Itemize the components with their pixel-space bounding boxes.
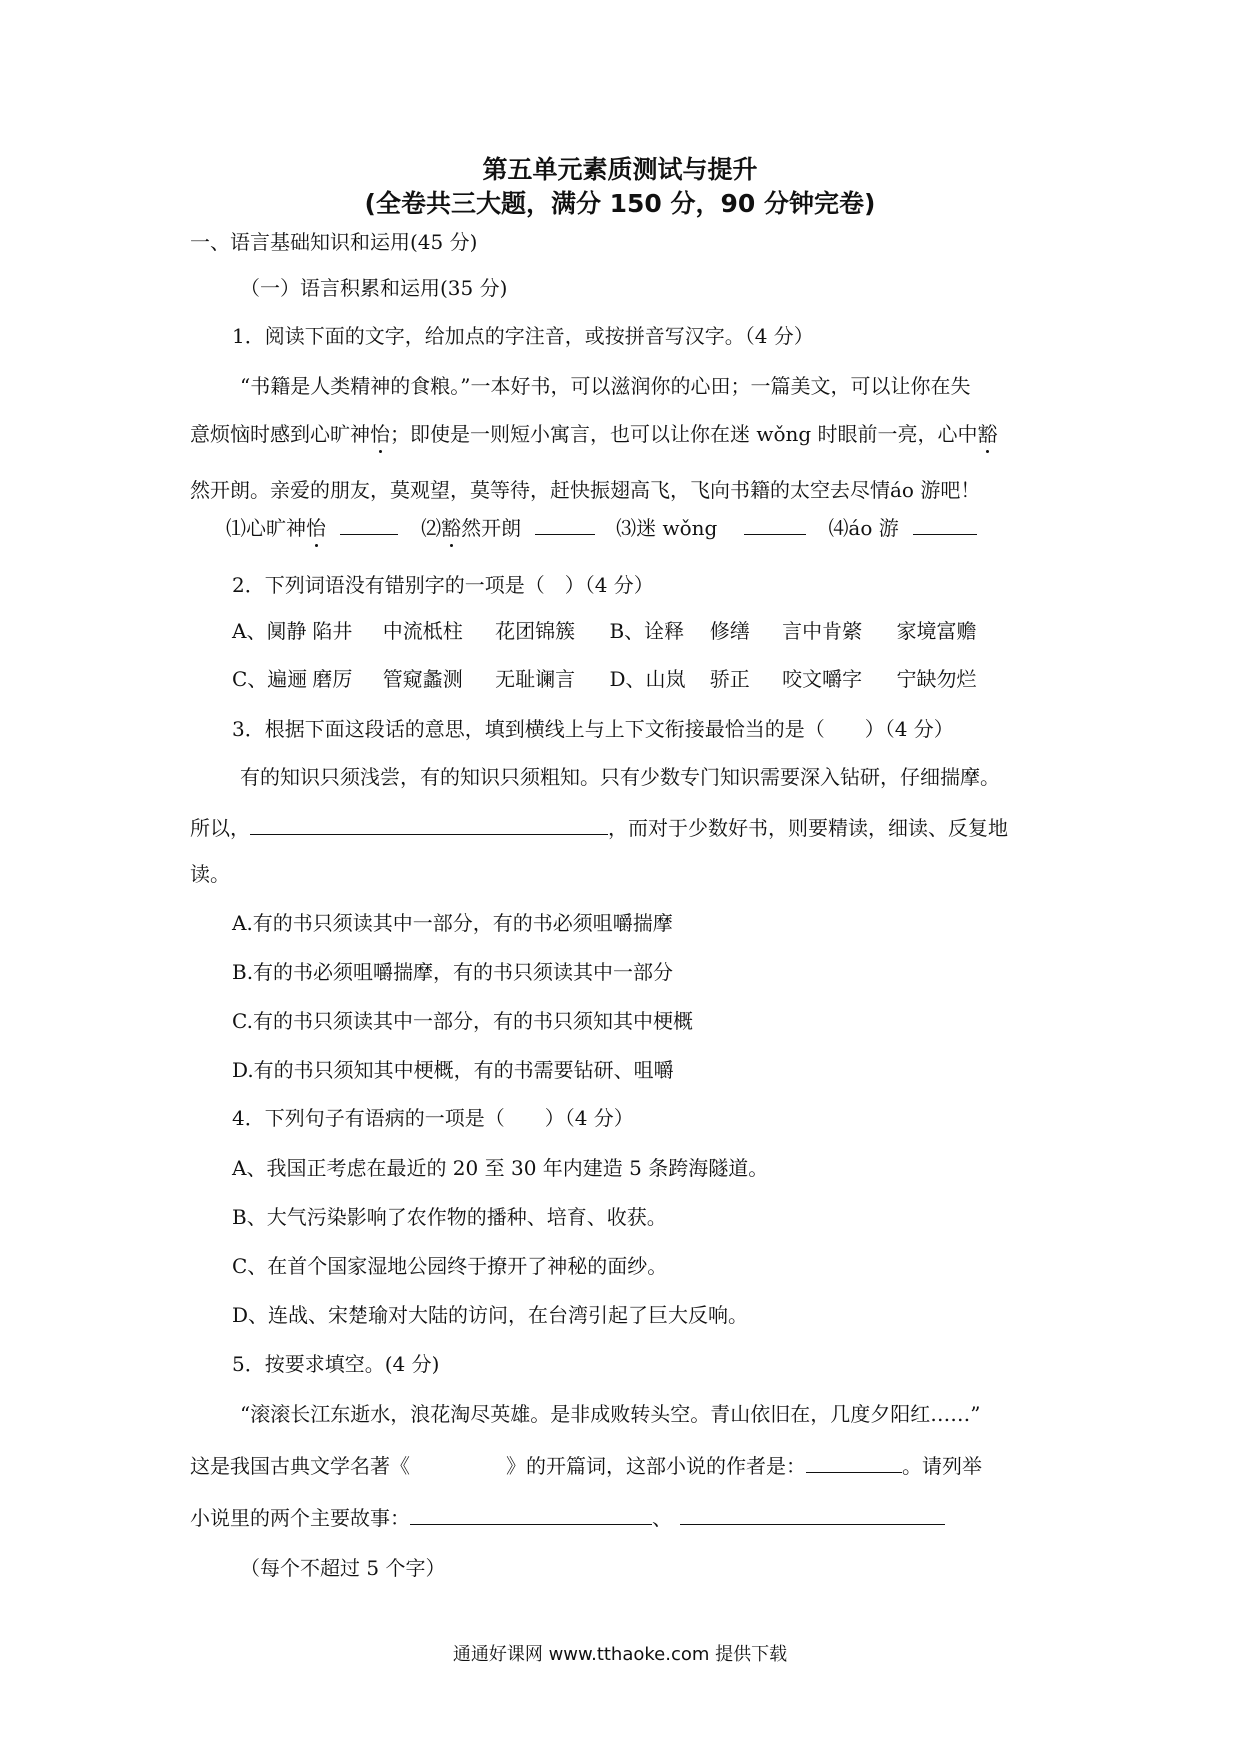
dotted-character: 怡 — [306, 516, 326, 540]
option-word: 宁缺勿烂 — [896, 667, 977, 691]
option-word: 磨厉 — [312, 667, 353, 691]
option-word: 管窥蠡测 — [382, 667, 463, 691]
answer-blank-2[interactable] — [535, 514, 595, 535]
option-word: 陷井 — [312, 619, 353, 643]
passage-text: 、 — [652, 1506, 672, 1530]
item-label: ⑵ — [421, 516, 442, 540]
passage-text: 所以， — [190, 816, 250, 840]
question-5-passage-line — [190, 1452, 982, 1478]
item-label: 然开朗 — [461, 516, 522, 540]
dotted-character: 豁 — [441, 516, 462, 540]
passage-text: ；即使是一则短小寓言，也可以让你在迷 wǒng 时眼前一亮，心中 — [390, 422, 978, 446]
section-heading: 一、语言基础知识和运用(45 分) — [190, 230, 478, 254]
question-4-option: B、大气污染影响了农作物的播种、培育、收获。 — [232, 1205, 667, 1229]
option-word: D、山岚 — [609, 667, 686, 691]
question-3-passage-line: 读。 — [190, 862, 230, 886]
question-2-options-row — [232, 667, 977, 691]
question-5-passage-line — [190, 1504, 945, 1530]
option-word: 言中肯綮 — [782, 619, 863, 643]
question-3-passage-line: 有的知识只须浅尝，有的知识只须粗知。只有少数专门知识需要深入钻研，仔细揣摩。 — [240, 765, 1000, 789]
question-5-passage-line: “滚滚长江东逝水，浪花淘尽英雄。是非成败转头空。青山依旧在，几度夕阳红……” — [240, 1402, 981, 1426]
answer-blank[interactable] — [250, 814, 608, 835]
question-1-passage-line — [190, 422, 998, 446]
passage-text: 》的开篇词，这部小说的作者是： — [506, 1454, 806, 1478]
page-title: 第五单元素质测试与提升 — [482, 155, 758, 184]
question-3-option: B.有的书必须咀嚼揣摩，有的书只须读其中一部分 — [232, 960, 674, 984]
option-word: 花团锦簇 — [495, 619, 576, 643]
option-word: 修缮 — [709, 619, 750, 643]
option-word: A、阒静 — [232, 619, 307, 643]
question-3-option: A.有的书只须读其中一部分，有的书必须咀嚼揣摩 — [232, 911, 673, 935]
answer-blank-4[interactable] — [913, 514, 977, 535]
option-word: 家境富赡 — [896, 619, 977, 643]
question-1-passage-line: “书籍是人类精神的食粮。”一本好书，可以滋润你的心田；一篇美文，可以让你在失 — [240, 374, 971, 398]
question-3-passage-line — [190, 814, 1008, 840]
question-5-note: （每个不超过 5 个字） — [240, 1556, 446, 1580]
question-2-stem: 2．下列词语没有错别字的一项是（ ）（4 分） — [232, 573, 654, 597]
answer-blank-3[interactable] — [744, 514, 806, 535]
subsection-heading: （一）语言积累和运用(35 分) — [240, 276, 508, 300]
dotted-character: 豁 — [977, 422, 998, 446]
option-word: B、诠释 — [609, 619, 685, 643]
passage-text: 。请列举 — [902, 1454, 982, 1478]
page-subtitle: (全卷共三大题，满分 150 分，90 分钟完卷) — [364, 189, 876, 218]
question-1-passage-line: 然开朗。亲爱的朋友，莫观望，莫等待，赶快振翅高飞，飞向书籍的太空去尽情áo 游吧！ — [190, 478, 981, 502]
question-4-stem: 4．下列句子有语病的一项是（ ）（4 分） — [232, 1106, 634, 1130]
option-word: 咬文嚼字 — [782, 667, 863, 691]
dotted-character: 怡 — [370, 422, 390, 446]
option-word: 无耻谰言 — [495, 667, 576, 691]
question-1-stem: 1．阅读下面的文字，给加点的字注音，或按拼音写汉字。（4 分） — [232, 324, 814, 348]
question-5-stem: 5．按要求填空。(4 分) — [232, 1352, 440, 1376]
question-4-option: D、连战、宋楚瑜对大陆的访问，在台湾引起了巨大反响。 — [232, 1303, 749, 1327]
question-3-stem: 3．根据下面这段话的意思，填到横线上与上下文衔接最恰当的是（ ）（4 分） — [232, 717, 954, 741]
question-3-option: C.有的书只须读其中一部分，有的书只须知其中梗概 — [232, 1009, 693, 1033]
story-blank-1[interactable] — [410, 1504, 652, 1525]
passage-text: 这是我国古典文学名著《 — [190, 1454, 410, 1478]
item-label: ⑴心旷神 — [226, 516, 306, 540]
passage-text: 意烦恼时感到心旷神 — [190, 422, 370, 446]
question-4-option: C、在首个国家湿地公园终于撩开了神秘的面纱。 — [232, 1254, 668, 1278]
answer-blank-1[interactable] — [340, 514, 398, 535]
option-word: C、遍逦 — [232, 667, 308, 691]
item-label: ⑷áo 游 — [828, 516, 899, 540]
author-blank[interactable] — [806, 1452, 902, 1473]
option-word: 骄正 — [709, 667, 750, 691]
item-label: ⑶迷 wǒng — [616, 516, 718, 540]
option-word: 中流柢柱 — [382, 619, 463, 643]
story-blank-2[interactable] — [680, 1504, 945, 1525]
question-3-option: D.有的书只须知其中梗概，有的书需要钻研、咀嚼 — [232, 1058, 674, 1082]
passage-text: ，而对于少数好书，则要精读，细读、反复地 — [608, 816, 1008, 840]
page-footer: 通通好课网 www.tthaoke.com 提供下载 — [452, 1644, 788, 1665]
question-2-options-row — [232, 619, 977, 643]
question-1-answer-items — [226, 514, 977, 540]
question-4-option: A、我国正考虑在最近的 20 至 30 年内建造 5 条跨海隧道。 — [232, 1156, 769, 1180]
passage-text: 小说里的两个主要故事： — [190, 1506, 410, 1530]
